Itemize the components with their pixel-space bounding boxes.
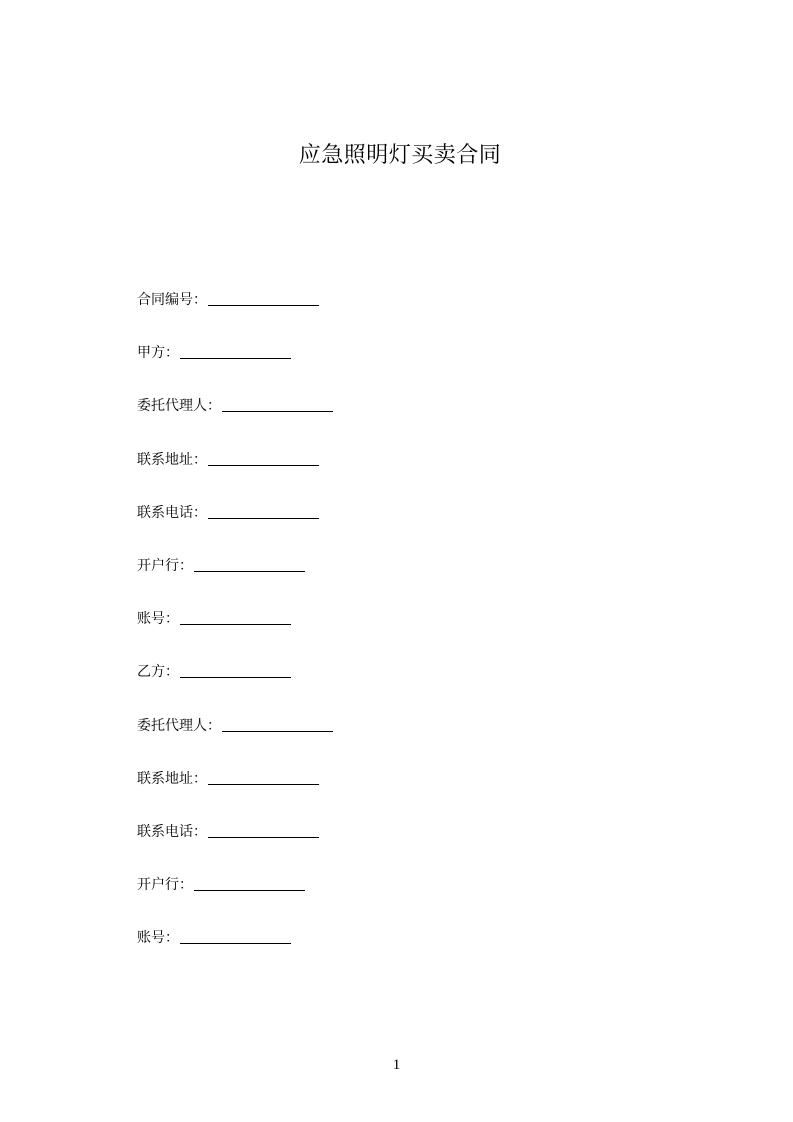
field-party-b — [137, 660, 697, 713]
field-label: 联系地址： — [137, 451, 207, 468]
fill-in-blank — [208, 767, 319, 785]
fill-in-blank — [208, 288, 319, 306]
field-party-a-address — [137, 448, 697, 501]
field-party-b-address — [137, 767, 697, 820]
field-label: 开户行： — [137, 557, 193, 574]
contract-fields — [137, 288, 697, 979]
field-party-a-agent — [137, 394, 697, 447]
fill-in-blank — [222, 394, 333, 412]
field-label: 委托代理人： — [137, 398, 221, 415]
fill-in-blank — [180, 607, 291, 625]
field-label: 开户行： — [137, 877, 193, 894]
field-label: 甲方： — [137, 345, 179, 362]
field-party-a-phone — [137, 501, 697, 554]
field-party-b-agent — [137, 714, 697, 767]
field-label: 账号： — [137, 930, 179, 947]
field-label: 账号： — [137, 611, 179, 628]
field-contract-number — [137, 288, 697, 341]
field-label: 合同编号： — [137, 292, 207, 308]
fill-in-blank — [222, 714, 333, 732]
field-label: 联系电话： — [137, 823, 207, 840]
field-label: 委托代理人： — [137, 717, 221, 734]
fill-in-blank — [194, 873, 305, 891]
field-party-a-account — [137, 607, 697, 660]
fill-in-blank — [208, 820, 319, 838]
document-title: 应急照明灯买卖合同 — [298, 143, 502, 168]
page-number: 1 — [392, 1057, 401, 1073]
field-label: 联系地址： — [137, 770, 207, 787]
fill-in-blank — [194, 554, 305, 572]
field-party-b-bank — [137, 873, 697, 926]
fill-in-blank — [208, 501, 319, 519]
fill-in-blank — [180, 341, 291, 359]
field-label: 乙方： — [137, 664, 179, 681]
field-label: 联系电话： — [137, 504, 207, 521]
fill-in-blank — [180, 926, 291, 944]
field-party-b-phone — [137, 820, 697, 873]
field-party-b-account — [137, 926, 697, 979]
field-party-a-bank — [137, 554, 697, 607]
fill-in-blank — [208, 448, 319, 466]
fill-in-blank — [180, 660, 291, 678]
field-party-a — [137, 341, 697, 394]
